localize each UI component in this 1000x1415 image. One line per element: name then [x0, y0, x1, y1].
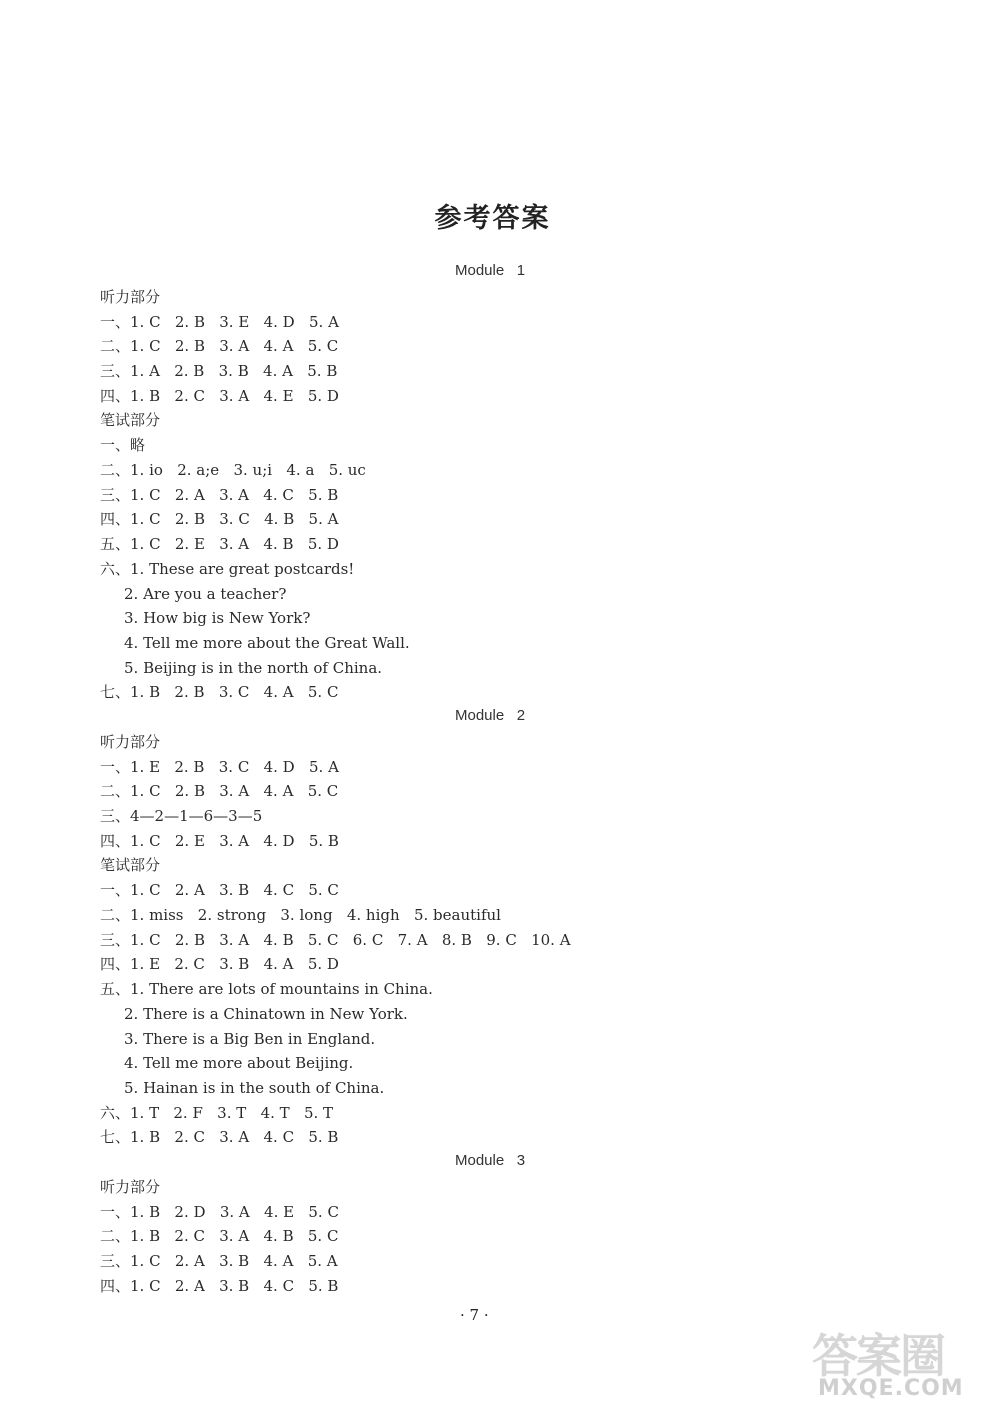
page-number: · 7 ·	[460, 1306, 489, 1324]
answer-line: 四、1. C 2. A 3. B 4. C 5. B	[100, 1277, 339, 1295]
watermark-text: 答案圈	[812, 1329, 944, 1383]
answer-line: 五、1. There are lots of mountains in China.	[100, 980, 433, 998]
module-2-heading: Module 2	[455, 707, 526, 724]
answer-line: 一、略	[100, 436, 146, 454]
section-heading: 听力部分	[100, 288, 161, 306]
answer-line: 七、1. B 2. C 3. A 4. C 5. B	[100, 1128, 339, 1146]
answer-line: 一、1. B 2. D 3. A 4. E 5. C	[100, 1203, 339, 1221]
answer-line: 2. There is a Chinatown in New York.	[124, 1005, 408, 1023]
answer-line: 3. How big is New York?	[124, 609, 311, 627]
module-3-heading: Module 3	[455, 1152, 526, 1169]
answer-line: 三、4—2—1—6—3—5	[100, 807, 263, 825]
answer-line: 2. Are you a teacher?	[124, 585, 287, 603]
answer-line: 六、1. These are great postcards!	[100, 560, 355, 578]
answer-line: 四、1. C 2. E 3. A 4. D 5. B	[100, 832, 339, 850]
section-heading: 笔试部分	[100, 856, 161, 874]
watermark-url: MXQE.COM	[818, 1376, 964, 1401]
answer-line: 一、1. C 2. B 3. E 4. D 5. A	[100, 313, 339, 331]
answer-line: 一、1. E 2. B 3. C 4. D 5. A	[100, 758, 339, 776]
answer-line: 5. Beijing is in the north of China.	[124, 659, 383, 677]
answer-line: 二、1. C 2. B 3. A 4. A 5. C	[100, 337, 339, 355]
answer-line: 三、1. C 2. B 3. A 4. B 5. C 6. C 7. A 8. B 9. C 10. A	[100, 931, 571, 949]
page-title: 参考答案	[434, 203, 551, 234]
section-heading: 听力部分	[100, 733, 161, 751]
answer-line: 一、1. C 2. A 3. B 4. C 5. C	[100, 881, 339, 899]
answer-line: 二、1. miss 2. strong 3. long 4. high 5. beautiful	[100, 906, 501, 924]
answer-line: 4. Tell me more about Beijing.	[124, 1054, 354, 1072]
answer-line: 七、1. B 2. B 3. C 4. A 5. C	[100, 683, 339, 701]
module-1-heading: Module 1	[455, 262, 526, 279]
answer-line: 三、1. C 2. A 3. B 4. A 5. A	[100, 1252, 338, 1270]
watermark-logo	[812, 1320, 992, 1410]
answer-line: 六、1. T 2. F 3. T 4. T 5. T	[100, 1104, 334, 1122]
section-heading: 笔试部分	[100, 411, 161, 429]
answer-line: 5. Hainan is in the south of China.	[124, 1079, 385, 1097]
answer-line: 四、1. C 2. B 3. C 4. B 5. A	[100, 510, 339, 528]
section-heading: 听力部分	[100, 1178, 161, 1196]
answer-line: 二、1. B 2. C 3. A 4. B 5. C	[100, 1227, 339, 1245]
answer-line: 五、1. C 2. E 3. A 4. B 5. D	[100, 535, 339, 553]
answer-line: 三、1. C 2. A 3. A 4. C 5. B	[100, 486, 339, 504]
answer-line: 二、1. io 2. a;e 3. u;i 4. a 5. uc	[100, 461, 366, 479]
answer-line: 三、1. A 2. B 3. B 4. A 5. B	[100, 362, 338, 380]
answer-line: 二、1. C 2. B 3. A 4. A 5. C	[100, 782, 339, 800]
answer-line: 4. Tell me more about the Great Wall.	[124, 634, 410, 652]
answer-line: 3. There is a Big Ben in England.	[124, 1030, 376, 1048]
answer-line: 四、1. E 2. C 3. B 4. A 5. D	[100, 955, 339, 973]
answer-line: 四、1. B 2. C 3. A 4. E 5. D	[100, 387, 339, 405]
